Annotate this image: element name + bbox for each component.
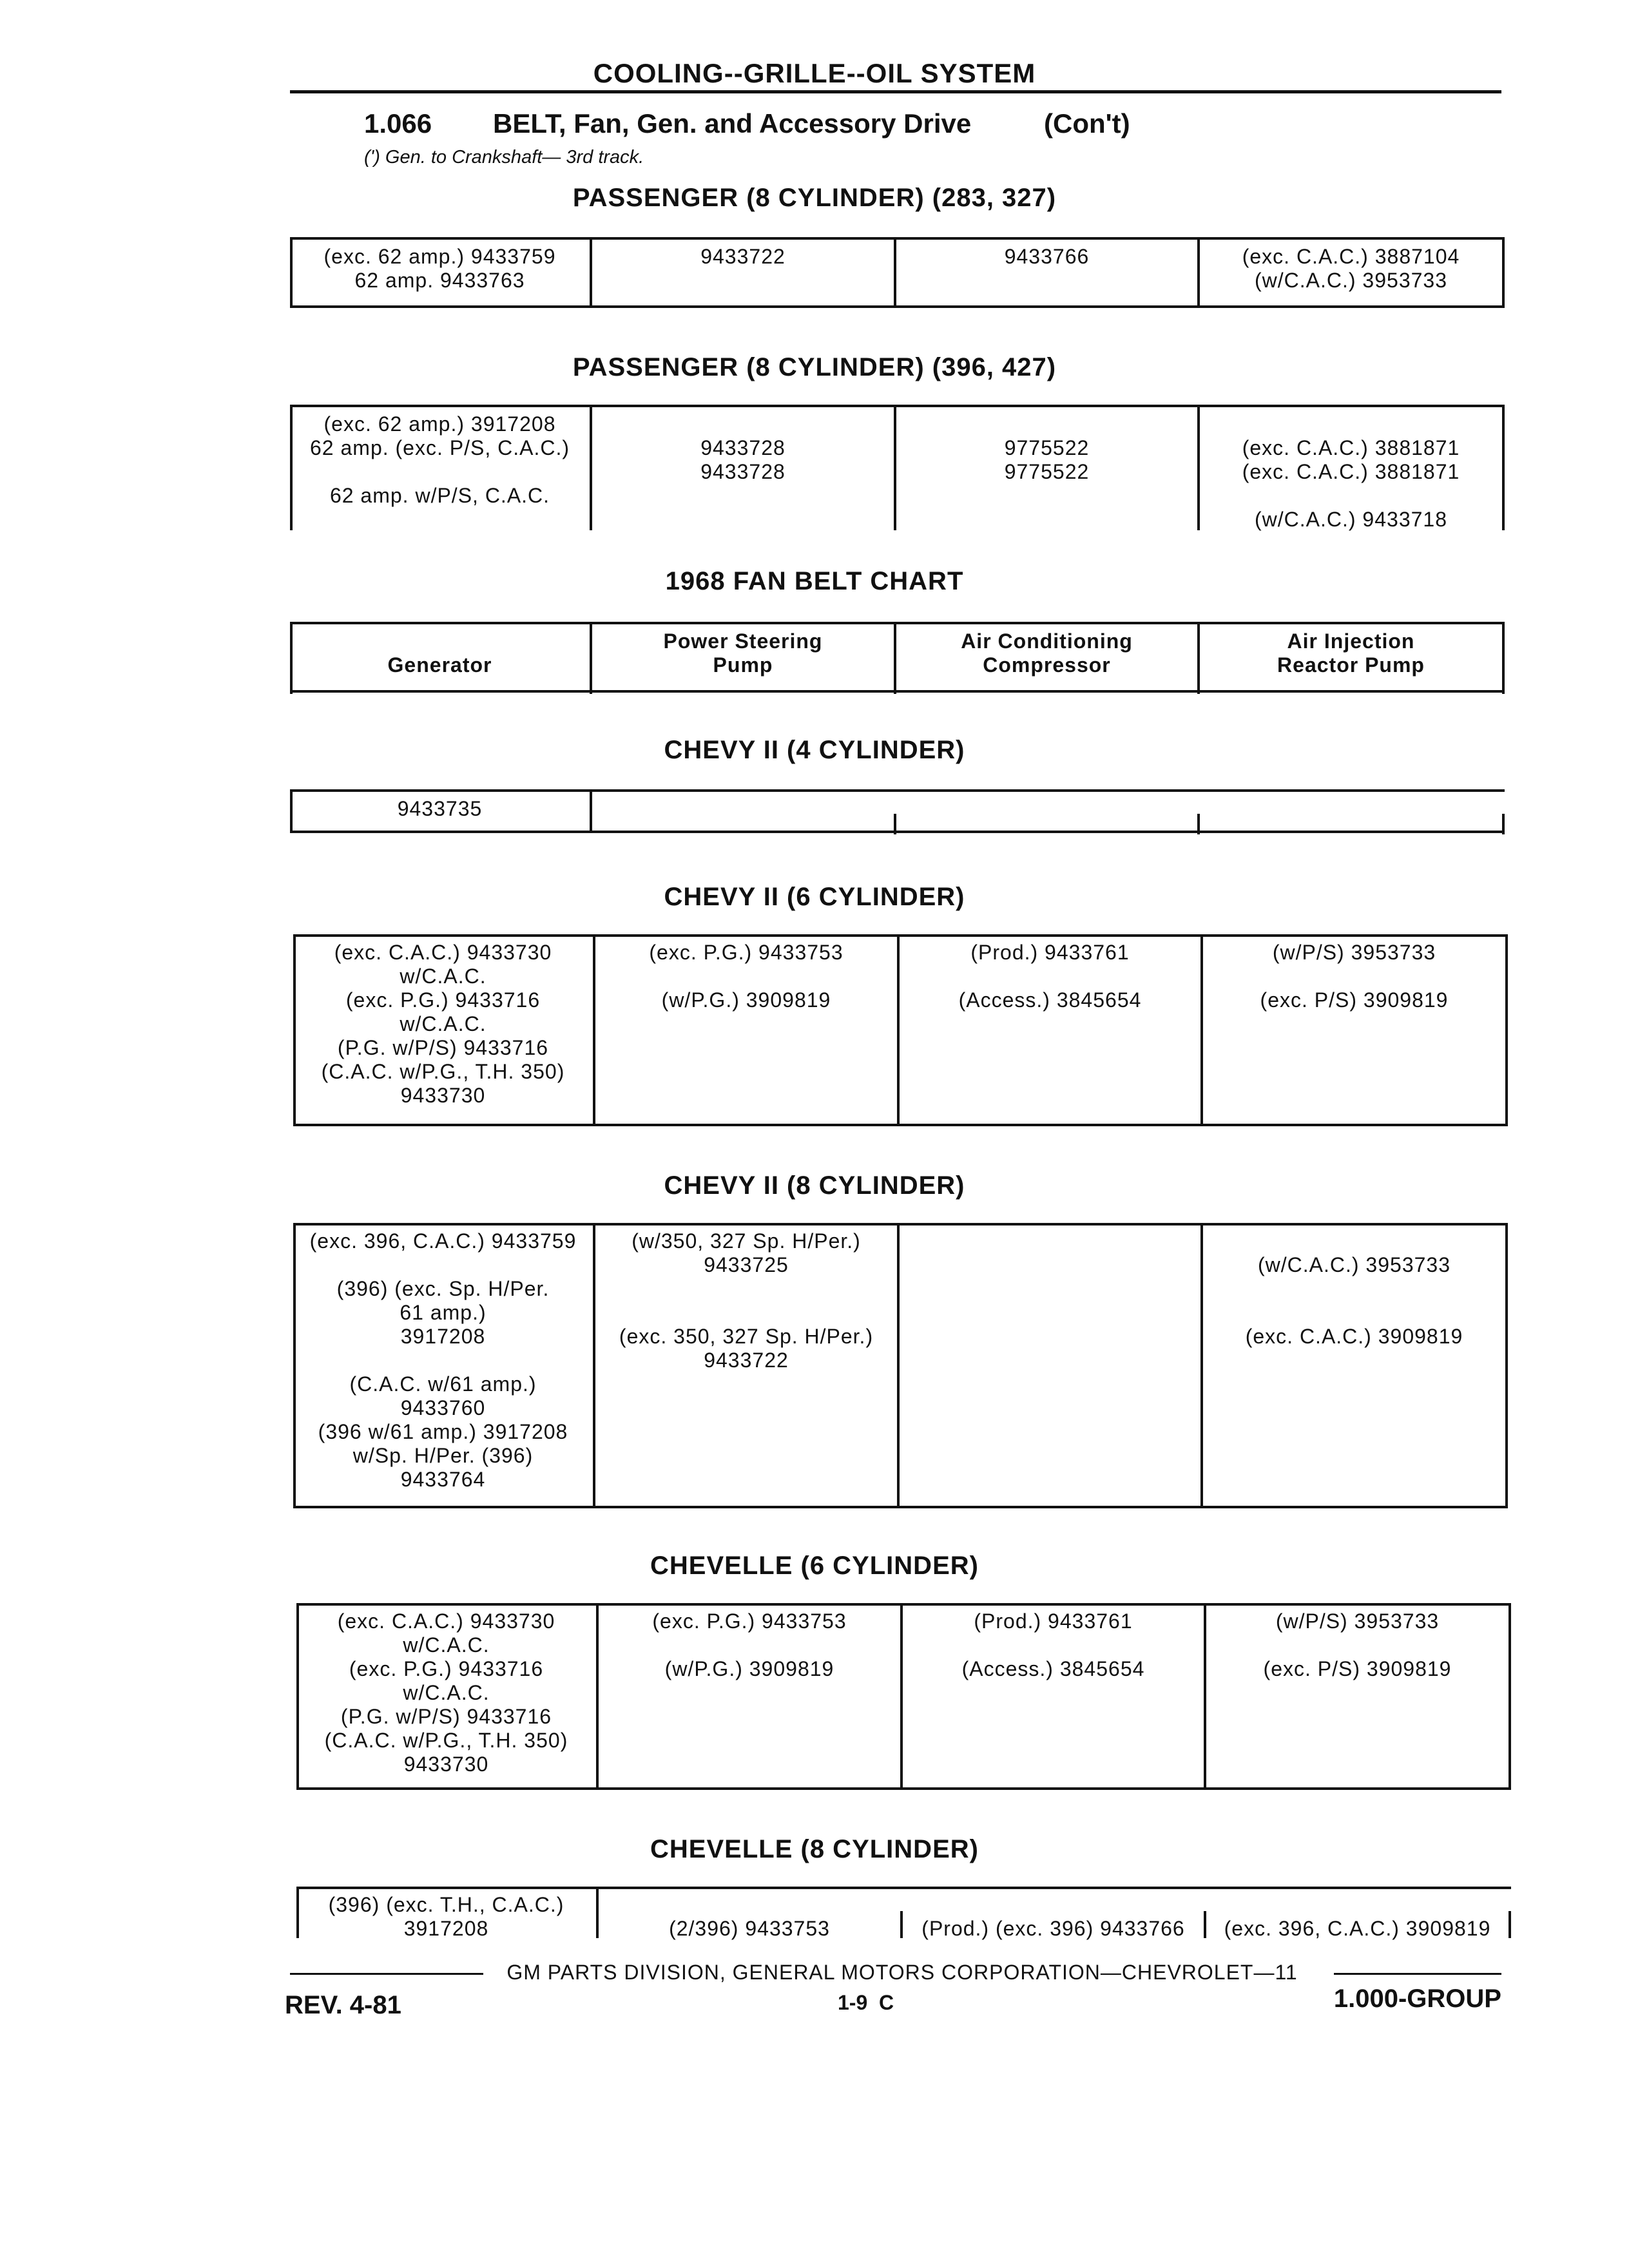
item-number: 1.066: [364, 108, 432, 139]
cell-power-steering: (exc. P.G.) 9433753 (w/P.G.) 3909819: [652, 1610, 847, 1680]
section-title-chevelle-8-cyl: CHEVELLE (8 CYLINDER): [650, 1835, 979, 1863]
section-title-chevelle-6-cyl: CHEVELLE (6 CYLINDER): [650, 1552, 979, 1580]
item-note: (') Gen. to Crankshaft— 3rd track.: [364, 147, 644, 168]
cell-air-conditioning: (Prod.) (exc. 396) 9433766: [921, 1917, 1185, 1940]
cell-air-conditioning: (Prod.) 9433761 (Access.) 3845654: [961, 1610, 1145, 1680]
footer-revision: REV. 4-81: [285, 1991, 401, 2019]
footer-group: 1.000-GROUP: [1333, 1984, 1501, 2013]
header-air-conditioning-compressor: Air Conditioning Compressor: [961, 629, 1133, 677]
cell-power-steering: (2/396) 9433753: [669, 1917, 830, 1940]
table-chevelle-6-cyl: [296, 1603, 1511, 1791]
cell-generator: (396) (exc. T.H., C.A.C.) 3917208: [328, 1893, 564, 1940]
cell-generator: (exc. C.A.C.) 9433730 w/C.A.C. (exc. P.G.) 9433716 w/C.A.C. (P.G. w/P/S) 9433716 (C.A.C. w/P.G., T.H. 350) 9433730: [324, 1610, 568, 1776]
cell-air-conditioning: 9775522 9775522: [1004, 436, 1090, 483]
footer-rule-right: [1334, 1973, 1501, 1975]
cell-power-steering: (w/350, 327 Sp. H/Per.) 9433725 (exc. 350, 327 Sp. H/Per.) 9433722: [619, 1229, 874, 1372]
cell-power-steering: 9433728 9433728: [700, 436, 786, 483]
cell-generator: (exc. 62 amp.) 9433759 62 amp. 9433763: [323, 245, 556, 292]
item-title: BELT, Fan, Gen. and Accessory Drive: [493, 108, 972, 139]
cell-air-conditioning: [900, 1229, 1200, 1510]
header-air-injection-reactor-pump: Air Injection Reactor Pump: [1277, 629, 1425, 677]
header-generator: Generator: [387, 653, 492, 677]
cell-generator: (exc. 62 amp.) 3917208 62 amp. (exc. P/S, C.A.C.) 62 amp. w/P/S, C.A.C.: [310, 412, 570, 507]
cell-air-injection: (exc. C.A.C.) 3887104 (w/C.A.C.) 3953733: [1242, 245, 1460, 292]
table-chevy-ii-6-cyl: [293, 934, 1508, 1128]
page-section-title: COOLING--GRILLE--OIL SYSTEM: [593, 58, 1036, 88]
section-title-chevy-ii-8-cyl: CHEVY II (8 CYLINDER): [664, 1171, 965, 1200]
table-chevy-ii-8-cyl: [293, 1223, 1508, 1510]
section-title-passenger-396-427: PASSENGER (8 CYLINDER) (396, 427): [572, 353, 1057, 381]
table-column-headers: [290, 622, 1505, 694]
cell-air-conditioning: 9433766: [1004, 245, 1090, 268]
cell-air-injection: (exc. 396, C.A.C.) 3909819: [1224, 1917, 1491, 1940]
header-power-steering-pump: Power Steering Pump: [663, 629, 823, 677]
cell-generator: (exc. 396, C.A.C.) 9433759 (396) (exc. Sp. H/Per. 61 amp.) 3917208 (C.A.C. w/61 amp.) 9433760 (396 w/61 amp.) 3917208 w/Sp. H/Per. (396) 9433764: [309, 1229, 577, 1491]
cell-generator: 9433735: [397, 797, 483, 820]
cell-air-injection: (w/P/S) 3953733 (exc. P/S) 3909819: [1260, 941, 1449, 1012]
cell-air-conditioning: (Prod.) 9433761 (Access.) 3845654: [958, 941, 1142, 1012]
cell-generator: (exc. C.A.C.) 9433730 w/C.A.C. (exc. P.G.) 9433716 w/C.A.C. (P.G. w/P/S) 9433716 (C.A.C. w/P.G., T.H. 350) 9433730: [321, 941, 565, 1107]
table-chevelle-8-cyl: [296, 1887, 1511, 1938]
section-title-chevy-ii-4-cyl: CHEVY II (4 CYLINDER): [664, 736, 965, 764]
cell-air-injection: (exc. C.A.C.) 3881871 (exc. C.A.C.) 3881871 (w/C.A.C.) 9433718: [1242, 436, 1460, 531]
item-suffix: (Con't): [1044, 108, 1130, 139]
table-chevy-ii-4-cyl: [290, 789, 1505, 834]
cell-power-steering: 9433722: [700, 245, 786, 268]
cell-air-injection: (w/C.A.C.) 3953733 (exc. C.A.C.) 3909819: [1245, 1253, 1463, 1348]
cell-power-steering: (exc. P.G.) 9433753 (w/P.G.) 3909819: [649, 941, 843, 1012]
table-passenger-396-427: [290, 405, 1505, 530]
section-title-passenger-283-327: PASSENGER (8 CYLINDER) (283, 327): [572, 184, 1057, 212]
section-title-fan-belt-chart: 1968 FAN BELT CHART: [665, 567, 964, 595]
footer-rule-left: [290, 1973, 483, 1975]
table-passenger-283-327: [290, 237, 1505, 308]
footer-page-number: 1-9 C: [838, 1991, 894, 2014]
footer-division: GM PARTS DIVISION, GENERAL MOTORS CORPORATION—CHEVROLET—11: [506, 1961, 1298, 1984]
cell-air-injection: (w/P/S) 3953733 (exc. P/S) 3909819: [1263, 1610, 1452, 1680]
section-title-chevy-ii-6-cyl: CHEVY II (6 CYLINDER): [664, 883, 965, 911]
header-rule: [290, 90, 1501, 93]
